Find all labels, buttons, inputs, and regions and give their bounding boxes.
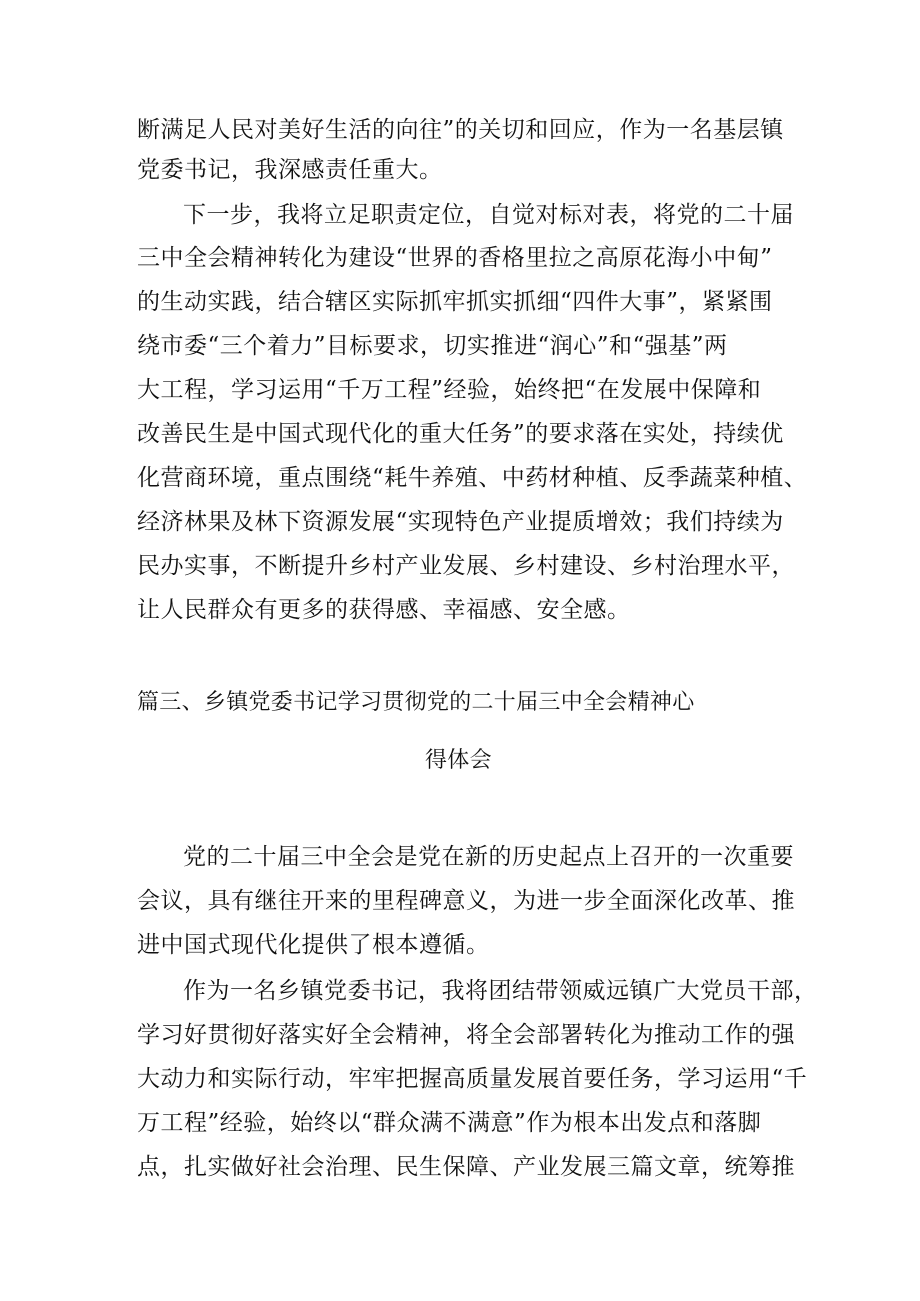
text-line: 民办实事，不断提升乡村产业发展、乡村建设、乡村治理水平， bbox=[137, 553, 795, 579]
text-line: 改善民生是中国式现代化的重大任务”的要求落在实处，持续优 bbox=[137, 421, 784, 447]
text-line: 大工程，学习运用“千万工程”经验，始终把“在发展中保障和 bbox=[137, 377, 762, 403]
text-line: 经济林果及林下资源发展“实现特色产业提质增效；我们持续为 bbox=[137, 509, 784, 535]
text-line: 断满足人民对美好生活的向往”的关切和回应，作为一名基层镇 bbox=[137, 117, 784, 143]
text-line: 大动力和实际行动，牢牢把握高质量发展首要任务，学习运用“千 bbox=[137, 1066, 808, 1092]
text-line: 下一步，我将立足职责定位，自觉对标对表，将党的二十届 bbox=[183, 202, 794, 228]
text-line: 作为一名乡镇党委书记，我将团结带领威远镇广大党员干部， bbox=[183, 978, 818, 1004]
text-line: 党委书记，我深感责任重大。 bbox=[137, 157, 443, 183]
text-line: 学习好贯彻好落实好全会精神，将全会部署转化为推动工作的强 bbox=[137, 1022, 795, 1048]
text-line: 会议，具有继往开来的里程碑意义，为进一步全面深化改革、推 bbox=[137, 888, 795, 914]
text-line: 让人民群众有更多的获得感、幸福感、安全感。 bbox=[137, 597, 631, 623]
section-title-line: 篇三、乡镇党委书记学习贯彻党的二十届三中全会精神心 bbox=[137, 690, 695, 715]
text-line: 进中国式现代化提供了根本遵循。 bbox=[137, 932, 490, 958]
text-line: 三中全会精神转化为建设“世界的香格里拉之高原花海小中甸” bbox=[137, 245, 773, 271]
text-line: 化营商环境，重点围绕“耗牛养殖、中药材种植、反季蔬菜种植、 bbox=[137, 465, 808, 491]
text-line: 的生动实践，结合辖区实际抓牢抓实抓细“四件大事”，紧紧围 bbox=[137, 289, 773, 315]
section-title-line: 得体会 bbox=[425, 748, 492, 773]
text-line: 党的二十届三中全会是党在新的历史起点上召开的一次重要 bbox=[183, 844, 794, 870]
text-line: 万工程”经验，始终以“群众满不满意”作为根本出发点和落脚 bbox=[137, 1110, 762, 1136]
text-line: 绕市委“三个着力”目标要求，切实推进“润心”和“强基”两 bbox=[137, 333, 728, 359]
text-line: 点，扎实做好社会治理、民生保障、产业发展三篇文章，统筹推 bbox=[137, 1154, 795, 1180]
